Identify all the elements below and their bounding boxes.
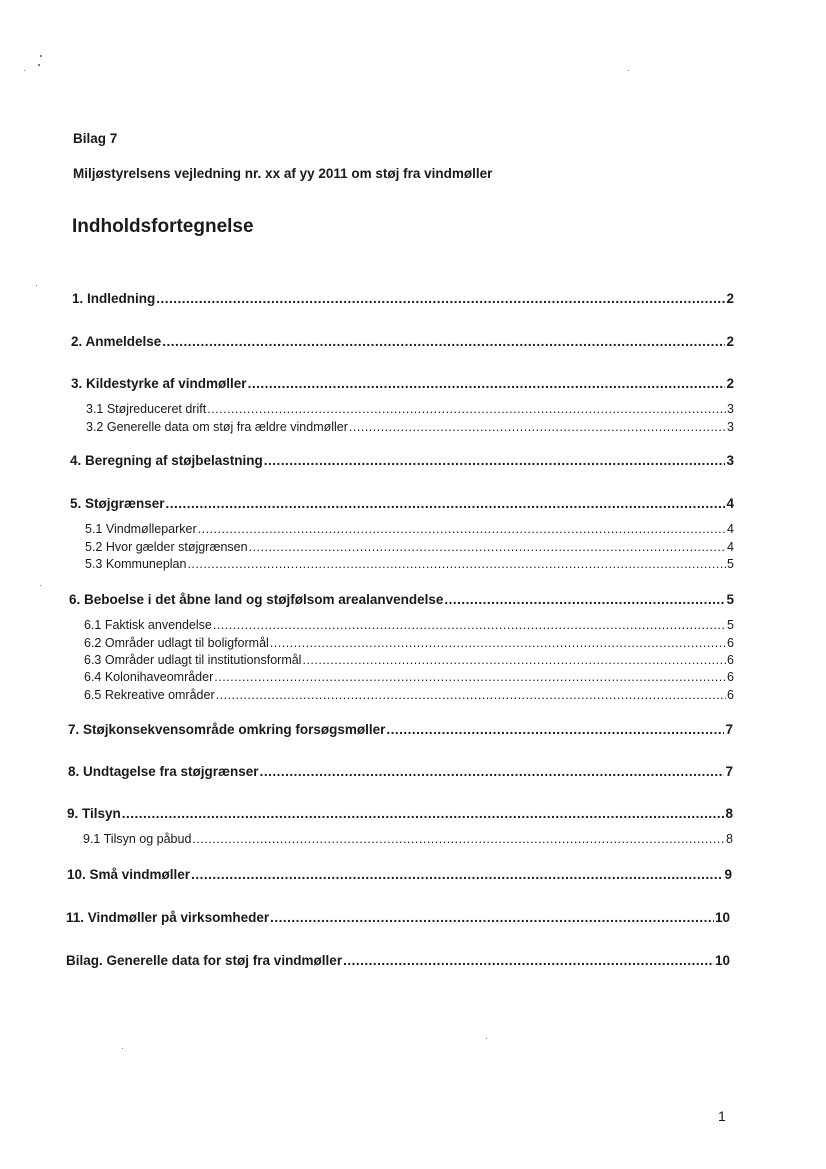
- toc-entry-title: Bilag. Generelle data for støj fra vindmøller: [66, 953, 343, 968]
- toc-entry-page: 4: [727, 522, 734, 536]
- toc-leader-dots: [302, 653, 726, 667]
- toc-entry-title: 6.2 Områder udlagt til boligformål: [84, 636, 269, 650]
- scan-speck: [122, 1048, 123, 1049]
- toc-entry-page: 6: [727, 636, 734, 650]
- toc-leader-dots: [214, 670, 726, 684]
- toc-entry-title: 9. Tilsyn: [67, 806, 121, 821]
- toc-entry-page: 6: [727, 653, 734, 667]
- toc-entry-title: 5.3 Kommuneplan: [85, 557, 187, 571]
- toc-entry-4[interactable]: [70, 453, 734, 471]
- toc-entry-title: 4. Beregning af støjbelastning: [70, 453, 263, 468]
- toc-entry-page: 10: [714, 953, 730, 968]
- toc-entry-title: 5.1 Vindmølleparker: [85, 522, 197, 536]
- toc-entry-page: 3: [727, 420, 734, 434]
- toc-leader-dots: [192, 832, 725, 846]
- toc-entry-page: 2: [726, 291, 734, 306]
- toc-leader-dots: [122, 806, 725, 821]
- toc-leader-dots: [349, 420, 726, 434]
- toc-entry-page: 9: [724, 867, 732, 882]
- toc-entry-6-5[interactable]: [84, 688, 734, 704]
- toc-entry-title: 1. Indledning: [72, 291, 156, 306]
- toc-leader-dots: [386, 722, 724, 737]
- toc-entry-page: 5: [726, 592, 734, 607]
- toc-entry-page: 5: [727, 557, 734, 571]
- toc-entry-5-3[interactable]: [85, 557, 734, 573]
- scan-speck: [36, 285, 37, 286]
- toc-entry-10[interactable]: [67, 867, 732, 885]
- toc-entry-6-4[interactable]: [84, 670, 734, 686]
- toc-entry-8[interactable]: [68, 764, 733, 782]
- toc-entry-6-1[interactable]: [84, 618, 734, 634]
- toc-entry-page: 6: [727, 688, 734, 702]
- toc-leader-dots: [444, 592, 725, 607]
- toc-entry-3-1[interactable]: [86, 402, 734, 418]
- toc-entry-title: 6.1 Faktisk anvendelse: [84, 618, 212, 632]
- toc-entry-page: 2: [726, 334, 734, 349]
- toc-entry-6[interactable]: [69, 592, 734, 610]
- toc-entry-page: 8: [726, 832, 733, 846]
- toc-entry-page: 7: [725, 722, 733, 737]
- toc-leader-dots: [260, 764, 725, 779]
- scan-speck: [40, 55, 42, 57]
- toc-entry-title: 6.3 Områder udlagt til institutionsformål: [84, 653, 302, 667]
- toc-entry-page: 8: [725, 806, 733, 821]
- toc-leader-dots: [216, 688, 726, 702]
- toc-entry-5-2[interactable]: [85, 540, 734, 556]
- toc-entry-title: 11. Vindmøller på virksomheder: [66, 910, 270, 925]
- toc-entry-9-1[interactable]: [83, 832, 733, 848]
- toc-entry-appendix[interactable]: [66, 953, 730, 971]
- toc-entry-page: 7: [725, 764, 733, 779]
- toc-entry-title: 5. Støjgrænser: [70, 496, 165, 511]
- toc-entry-5-1[interactable]: [85, 522, 734, 538]
- toc-leader-dots: [264, 453, 726, 468]
- toc-entry-title: 3. Kildestyrke af vindmøller: [71, 376, 247, 391]
- scan-speck: [38, 64, 40, 66]
- document-subtitle: Miljøstyrelsens vejledning nr. xx af yy 2011 om støj fra vindmøller: [73, 166, 493, 181]
- toc-entry-title: 5.2 Hvor gælder støjgrænsen: [85, 540, 248, 554]
- toc-entry-title: 8. Undtagelse fra støjgrænser: [68, 764, 259, 779]
- scan-speck: [24, 70, 25, 71]
- toc-entry-page: 3: [726, 453, 734, 468]
- toc-leader-dots: [187, 557, 726, 571]
- appendix-label: Bilag 7: [73, 131, 118, 146]
- scan-speck: [486, 1038, 487, 1039]
- toc-leader-dots: [198, 522, 726, 536]
- toc-entry-2[interactable]: [71, 334, 734, 352]
- toc-leader-dots: [191, 867, 723, 882]
- toc-entry-page: 6: [727, 670, 734, 684]
- toc-entry-page: 4: [726, 496, 734, 511]
- toc-entry-9[interactable]: [67, 806, 733, 824]
- scan-speck: [628, 70, 629, 71]
- toc-entry-page: 10: [714, 910, 730, 925]
- toc-entry-title: 3.2 Generelle data om støj fra ældre vindmøller: [86, 420, 348, 434]
- toc-entry-page: 4: [727, 540, 734, 554]
- toc-entry-page: 5: [727, 618, 734, 632]
- toc-entry-6-2[interactable]: [84, 636, 734, 652]
- toc-entry-title: 7. Støjkonsekvensområde omkring forsøgsmøller: [68, 722, 386, 737]
- toc-entry-title: 6.4 Kolonihaveområder: [84, 670, 214, 684]
- toc-heading: Indholdsfortegnelse: [72, 216, 254, 237]
- toc-leader-dots: [166, 496, 726, 511]
- toc-entry-title: 2. Anmeldelse: [71, 334, 162, 349]
- toc-leader-dots: [270, 636, 726, 650]
- toc-leader-dots: [156, 291, 725, 306]
- toc-entry-title: 6.5 Rekreative områder: [84, 688, 215, 702]
- toc-entry-5[interactable]: [70, 496, 734, 514]
- toc-entry-title: 9.1 Tilsyn og påbud: [83, 832, 192, 846]
- toc-leader-dots: [270, 910, 714, 925]
- toc-entry-title: 10. Små vindmøller: [67, 867, 191, 882]
- toc-leader-dots: [207, 402, 726, 416]
- toc-entry-page: 3: [727, 402, 734, 416]
- toc-leader-dots: [162, 334, 725, 349]
- toc-entry-3[interactable]: [71, 376, 734, 394]
- toc-leader-dots: [248, 376, 726, 391]
- toc-entry-title: 6. Beboelse i det åbne land og støjfølsom arealanvendelse: [69, 592, 444, 607]
- toc-entry-3-2[interactable]: [86, 420, 734, 436]
- page-number: 1: [718, 1108, 726, 1124]
- toc-leader-dots: [343, 953, 714, 968]
- toc-entry-title: 3.1 Støjreduceret drift: [86, 402, 207, 416]
- toc-entry-1[interactable]: [72, 291, 734, 309]
- toc-entry-11[interactable]: [66, 910, 730, 928]
- scan-speck: [40, 585, 41, 586]
- toc-entry-6-3[interactable]: [84, 653, 734, 669]
- toc-leader-dots: [213, 618, 726, 632]
- toc-leader-dots: [249, 540, 726, 554]
- toc-entry-7[interactable]: [68, 722, 733, 740]
- toc-entry-page: 2: [726, 376, 734, 391]
